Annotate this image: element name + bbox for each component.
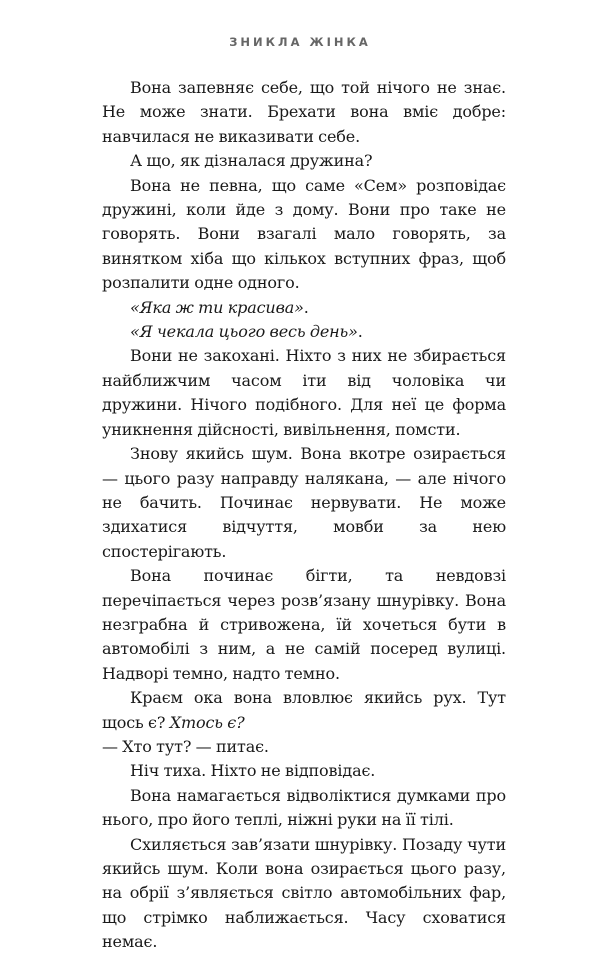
paragraph (102, 149, 506, 173)
italic-text: «Я чекала цього весь день» (130, 322, 358, 342)
paragraph (102, 174, 506, 296)
text-run: Краєм ока вона вловлює якийсь рух. Тут щось є? (102, 688, 506, 732)
text-run: А що, як дізналася дружина? (130, 151, 373, 171)
paragraph (102, 564, 506, 686)
text-run: Схиляється зав’язати шнурівку. Позаду чути якийсь шум. Коли вона озирається цього разу, на обрії з’являється світло автомобільних фар, що стрімко наближається. Часу сховатися немає. (102, 834, 506, 952)
text-run: — Хто тут? — питає. (102, 736, 269, 756)
italic-text: «Яка ж ти красива» (130, 297, 304, 317)
paragraph (102, 686, 506, 735)
text-run: Ніч тиха. Ніхто не відповідає. (130, 761, 376, 781)
text-run: Вона намагається відволіктися думками про нього, про його теплі, ніжні руки на її тілі. (102, 785, 506, 830)
paragraph (102, 296, 506, 320)
text-run: . (357, 322, 363, 342)
text-run: Знову якийсь шум. Вона вкотре озирається — цього разу направду налякана, — але нічого не бачить. Починає нервувати. Не може здихатися відчуття, мовби за нею спостерігають. (102, 444, 506, 561)
text-run: Вона починає бігти, та невдовзі перечіпається через розв’язану шнурівку. Вона незграбна й стривожена, їй хочеться бути в автомобілі з ним, а не самій посеред вулиці. Надворі темно, надто темно. (102, 566, 506, 683)
body-text (102, 76, 506, 955)
paragraph (102, 344, 506, 442)
paragraph (102, 759, 506, 783)
paragraph (102, 76, 506, 149)
paragraph (102, 735, 506, 759)
italic-text: Хтось є? (169, 712, 245, 732)
text-run: . (303, 297, 309, 317)
paragraph (102, 784, 506, 833)
text-run: Вона не певна, що саме «Сем» розповідає дружині, коли йде з дому. Вони про таке не говорять. Вони взагалі мало говорять, за винятком хіба що кількох вступних фраз, щоб розпалити одне одного. (102, 175, 506, 293)
running-head: ЗНИКЛА ЖІНКА (229, 35, 371, 49)
paragraph (102, 442, 506, 564)
paragraph (102, 320, 506, 344)
text-run: Вони не закохані. Ніхто з них не збирається найближчим часом іти від чоловіка чи дружини. Нічого подібного. Для неї це форма уникнення дійсності, вивільнення, помсти. (102, 346, 506, 439)
text-run: Вона запевняє себе, що той нічого не знає. Не може знати. Брехати вона вміє добре: навчилася не виказивати себе. (102, 78, 506, 146)
paragraph (102, 833, 506, 955)
